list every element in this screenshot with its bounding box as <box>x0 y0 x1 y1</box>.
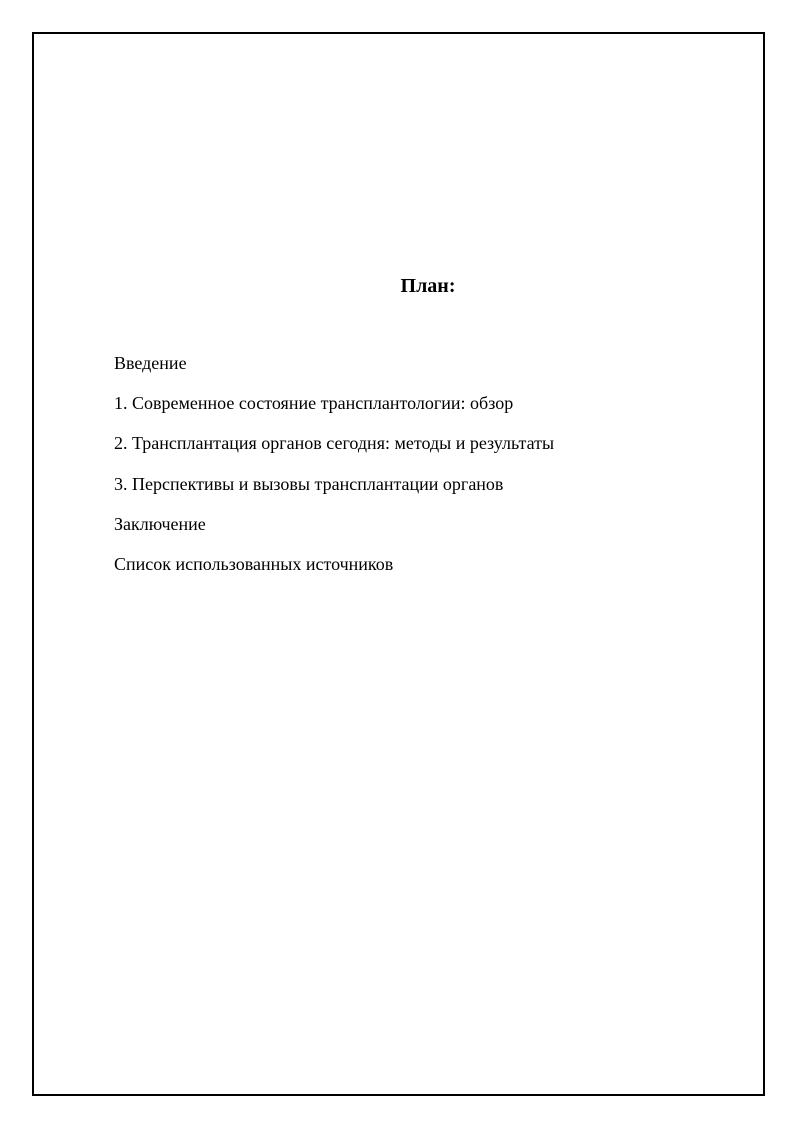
table-of-contents <box>114 352 554 593</box>
toc-item-chapter-2: 2. Трансплантация органов сегодня: методы и результаты <box>114 433 555 454</box>
toc-item-introduction: Введение <box>114 353 187 373</box>
toc-item-chapter-1: 1. Современное состояние трансплантологии: обзор <box>114 393 514 414</box>
page-title: План: <box>400 275 456 297</box>
toc-item-references: Список использованных источников <box>114 553 394 574</box>
toc-item-chapter-3: 3. Перспективы и вызовы трансплантации органов <box>114 473 504 494</box>
toc-item-conclusion: Заключение <box>114 513 206 534</box>
